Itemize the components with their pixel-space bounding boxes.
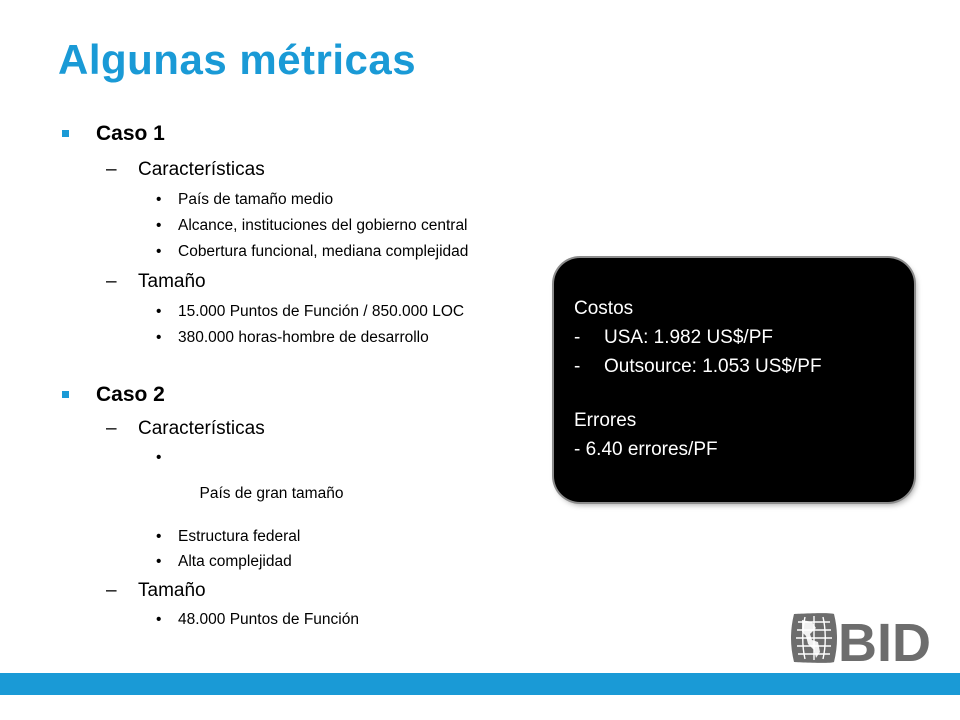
list-item-text: Estructura federal: [178, 528, 301, 545]
case-2-heading: [58, 381, 518, 409]
dot-bullet: •: [156, 217, 162, 234]
list-item: [58, 329, 518, 347]
dot-bullet: •: [156, 303, 162, 320]
dot-bullet: •: [156, 528, 162, 545]
dash-bullet: –: [106, 159, 117, 180]
logo-text: BID: [838, 613, 931, 666]
dot-bullet: •: [156, 449, 162, 466]
square-bullet-icon: [62, 130, 69, 137]
list-item: [58, 217, 518, 235]
dash-bullet: –: [106, 418, 117, 439]
list-item-text: Alcance, instituciones del gobierno central: [178, 217, 468, 234]
list-item: [58, 611, 518, 629]
dot-bullet: •: [156, 611, 162, 628]
bid-logo: [790, 610, 938, 666]
list-item: [58, 303, 518, 321]
list-item: [58, 449, 518, 521]
case-2-size: [58, 578, 518, 604]
dot-bullet: •: [156, 243, 162, 260]
globe-icon: [791, 613, 837, 663]
spacer: [574, 381, 894, 406]
list-item: [58, 191, 518, 209]
case-label: Caso 1: [96, 122, 165, 145]
case-label: Caso 2: [96, 383, 165, 406]
square-bullet-icon: [62, 391, 69, 398]
list-item-text: Alta complejidad: [178, 553, 292, 570]
slide-title: Algunas métricas: [58, 36, 417, 83]
costs-title: Costos: [574, 298, 634, 319]
list-item: [58, 243, 518, 261]
metrics-callout: [554, 258, 914, 502]
cost-item: [574, 352, 894, 381]
errors-title: Errores: [574, 410, 637, 431]
list-item-text: 15.000 Puntos de Función / 850.000 LOC: [178, 303, 465, 320]
list-item-text: 48.000 Puntos de Función: [178, 611, 359, 628]
cost-dash: -: [574, 356, 581, 377]
dot-bullet: •: [156, 191, 162, 208]
cost-dash: -: [574, 327, 581, 348]
slide-content: [58, 120, 518, 629]
group-label: Características: [138, 418, 265, 439]
group-label: Características: [138, 159, 265, 180]
cost-text: USA: 1.982 US$/PF: [604, 327, 773, 348]
cost-item: [574, 323, 894, 352]
case-1-characteristics: [58, 157, 518, 183]
group-label: Tamaño: [138, 271, 206, 292]
list-item-text: País de gran tamaño: [195, 485, 344, 502]
errors-line: - 6.40 errores/PF: [574, 439, 718, 460]
case-1-heading: [58, 120, 518, 148]
cost-text: Outsource: 1.053 US$/PF: [604, 356, 822, 377]
dash-bullet: –: [106, 580, 117, 601]
list-item-text: País de tamaño medio: [178, 191, 334, 208]
list-item-text: 380.000 horas-hombre de desarrollo: [178, 329, 429, 346]
list-item-text: Cobertura funcional, mediana complejidad: [178, 243, 469, 260]
dot-bullet: •: [156, 553, 162, 570]
footer-bar: [0, 673, 960, 695]
case-2-characteristics: [58, 416, 518, 442]
list-item: [58, 528, 518, 546]
dash-bullet: –: [106, 271, 117, 292]
case-1-size: [58, 269, 518, 295]
dot-bullet: •: [156, 329, 162, 346]
list-item: [58, 553, 518, 571]
group-label: Tamaño: [138, 580, 206, 601]
